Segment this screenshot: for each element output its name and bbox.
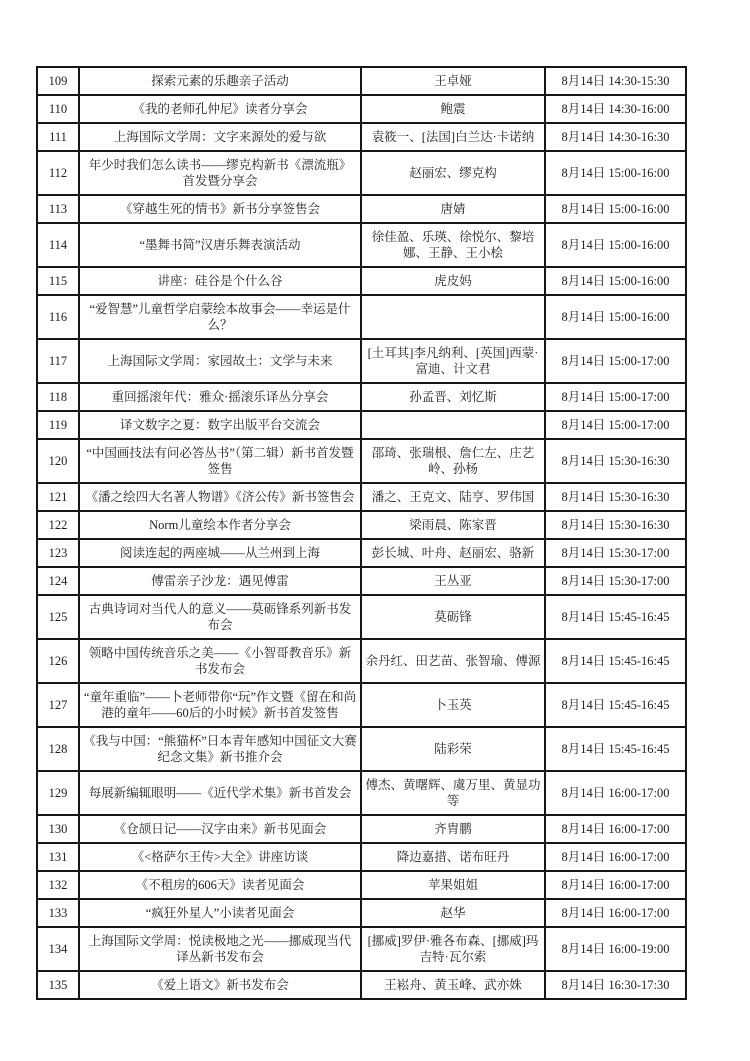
- datetime-cell: 8月14日 15:30-17:00: [545, 539, 686, 567]
- row-number-cell: 116: [37, 295, 79, 339]
- guests-cell: 余丹红、田艺苗、张智瑜、傅源: [361, 639, 545, 683]
- table-row: [37, 971, 686, 999]
- datetime-cell: 8月14日 14:30-15:30: [545, 67, 686, 95]
- row-number-cell: 134: [37, 927, 79, 971]
- row-number-cell: 129: [37, 771, 79, 815]
- event-title-cell: 傅雷亲子沙龙：遇见傅雷: [79, 567, 361, 595]
- event-title-cell: 上海国际文学周：文字来源处的爱与欲: [79, 123, 361, 151]
- event-title-cell: 《我与中国：“熊猫杯”日本青年感知中国征文大赛纪念文集》新书推介会: [79, 727, 361, 771]
- event-title-cell: 《爱上语文》新书发布会: [79, 971, 361, 999]
- guests-cell: 彭长城、叶舟、赵丽宏、骆新: [361, 539, 545, 567]
- guests-cell: 陆彩荣: [361, 727, 545, 771]
- event-title-cell: 年少时我们怎么读书——缪克构新书《漂流瓶》首发暨分享会: [79, 151, 361, 195]
- row-number-cell: 121: [37, 483, 79, 511]
- event-title-cell: 《穿越生死的情书》新书分享签售会: [79, 195, 361, 223]
- guests-cell: 孙孟晋、刘忆斯: [361, 383, 545, 411]
- guests-cell: 王卓娅: [361, 67, 545, 95]
- event-title-cell: 《<格萨尔王传>大全》讲座访谈: [79, 843, 361, 871]
- row-number-cell: 133: [37, 899, 79, 927]
- table-row: [37, 483, 686, 511]
- datetime-cell: 8月14日 15:30-16:30: [545, 483, 686, 511]
- event-title-cell: 阅读连起的两座城——从兰州到上海: [79, 539, 361, 567]
- table-row: [37, 411, 686, 439]
- guests-cell: 袁筱一、[法国]白兰达·卡诺纳: [361, 123, 545, 151]
- table-row: [37, 267, 686, 295]
- event-title-cell: “爱智慧”儿童哲学启蒙绘本故事会——幸运是什么？: [79, 295, 361, 339]
- table-row: [37, 439, 686, 483]
- table-row: [37, 339, 686, 383]
- event-title-cell: 《潘之绘四大名著人物谱》《济公传》新书签售会: [79, 483, 361, 511]
- datetime-cell: 8月14日 15:30-16:30: [545, 511, 686, 539]
- datetime-cell: 8月14日 15:00-16:00: [545, 195, 686, 223]
- row-number-cell: 112: [37, 151, 79, 195]
- event-title-cell: Norm儿童绘本作者分享会: [79, 511, 361, 539]
- event-title-cell: 《我的老师孔仲尼》读者分享会: [79, 95, 361, 123]
- event-title-cell: 上海国际文学周：悦读极地之光——挪威现当代译丛新书发布会: [79, 927, 361, 971]
- guests-cell: 潘之、王克文、陆亨、罗伟国: [361, 483, 545, 511]
- row-number-cell: 125: [37, 595, 79, 639]
- datetime-cell: 8月14日 15:45-16:45: [545, 639, 686, 683]
- row-number-cell: 124: [37, 567, 79, 595]
- event-title-cell: “童年重临”——卜老师带你“玩”作文暨《留在和尚港的童年——60后的小时候》新书首发签售: [79, 683, 361, 727]
- guests-cell: 虎皮妈: [361, 267, 545, 295]
- event-title-cell: 《不租房的606天》读者见面会: [79, 871, 361, 899]
- guests-cell: 鲍震: [361, 95, 545, 123]
- datetime-cell: 8月14日 16:00-17:00: [545, 843, 686, 871]
- event-title-cell: 上海国际文学周：家园故土：文学与未来: [79, 339, 361, 383]
- row-number-cell: 113: [37, 195, 79, 223]
- datetime-cell: 8月14日 14:30-16:00: [545, 95, 686, 123]
- row-number-cell: 117: [37, 339, 79, 383]
- event-title-cell: 古典诗词对当代人的意义——莫砺锋系列新书发布会: [79, 595, 361, 639]
- row-number-cell: 131: [37, 843, 79, 871]
- guests-cell: [土耳其]李凡纳利、[英国]西蒙·富迪、计文君: [361, 339, 545, 383]
- row-number-cell: 130: [37, 815, 79, 843]
- datetime-cell: 8月14日 15:00-16:00: [545, 267, 686, 295]
- table-row: [37, 151, 686, 195]
- guests-cell: 降边嘉措、诺布旺丹: [361, 843, 545, 871]
- datetime-cell: 8月14日 15:30-16:30: [545, 439, 686, 483]
- row-number-cell: 123: [37, 539, 79, 567]
- guests-cell: 傅杰、黄曙辉、虞万里、黄显功等: [361, 771, 545, 815]
- datetime-cell: 8月14日 14:30-16:30: [545, 123, 686, 151]
- row-number-cell: 111: [37, 123, 79, 151]
- row-number-cell: 118: [37, 383, 79, 411]
- guests-cell: [挪威]罗伊·雅各布森、[挪威]玛吉特·瓦尔索: [361, 927, 545, 971]
- guests-cell: 卜玉英: [361, 683, 545, 727]
- datetime-cell: 8月14日 15:00-17:00: [545, 339, 686, 383]
- row-number-cell: 114: [37, 223, 79, 267]
- event-title-cell: 领略中国传统音乐之美——《小智哥教音乐》新书发布会: [79, 639, 361, 683]
- table-row: [37, 927, 686, 971]
- table-row: [37, 539, 686, 567]
- guests-cell: 徐佳盈、乐瑛、徐悦尔、黎培娜、王静、王小桧: [361, 223, 545, 267]
- table-row: [37, 195, 686, 223]
- event-title-cell: “中国画技法有问必答丛书”（第二辑）新书首发暨签售: [79, 439, 361, 483]
- row-number-cell: 135: [37, 971, 79, 999]
- datetime-cell: 8月14日 15:45-16:45: [545, 727, 686, 771]
- datetime-cell: 8月14日 15:00-17:00: [545, 411, 686, 439]
- table-row: [37, 843, 686, 871]
- row-number-cell: 132: [37, 871, 79, 899]
- event-title-cell: 《仓颉日记——汉字由来》新书见面会: [79, 815, 361, 843]
- event-title-cell: 讲座：硅谷是个什么谷: [79, 267, 361, 295]
- guests-cell: [361, 411, 545, 439]
- table-row: [37, 871, 686, 899]
- datetime-cell: 8月14日 16:00-17:00: [545, 899, 686, 927]
- datetime-cell: 8月14日 16:00-17:00: [545, 771, 686, 815]
- table-row: [37, 683, 686, 727]
- table-row: [37, 223, 686, 267]
- event-title-cell: 探索元素的乐趣亲子活动: [79, 67, 361, 95]
- guests-cell: 赵华: [361, 899, 545, 927]
- table-row: [37, 727, 686, 771]
- guests-cell: 苹果姐姐: [361, 871, 545, 899]
- table-row: [37, 899, 686, 927]
- datetime-cell: 8月14日 16:30-17:30: [545, 971, 686, 999]
- guests-cell: 王崧舟、黄玉峰、武亦姝: [361, 971, 545, 999]
- row-number-cell: 122: [37, 511, 79, 539]
- table-row: [37, 383, 686, 411]
- row-number-cell: 120: [37, 439, 79, 483]
- table-row: [37, 95, 686, 123]
- datetime-cell: 8月14日 15:00-16:00: [545, 295, 686, 339]
- datetime-cell: 8月14日 16:00-17:00: [545, 871, 686, 899]
- table-row: [37, 67, 686, 95]
- row-number-cell: 128: [37, 727, 79, 771]
- event-title-cell: “墨舞书简”汉唐乐舞表演活动: [79, 223, 361, 267]
- row-number-cell: 110: [37, 95, 79, 123]
- datetime-cell: 8月14日 16:00-19:00: [545, 927, 686, 971]
- row-number-cell: 127: [37, 683, 79, 727]
- event-title-cell: 重回摇滚年代：雅众·摇滚乐译丛分享会: [79, 383, 361, 411]
- row-number-cell: 119: [37, 411, 79, 439]
- guests-cell: [361, 295, 545, 339]
- datetime-cell: 8月14日 15:30-17:00: [545, 567, 686, 595]
- table-row: [37, 295, 686, 339]
- datetime-cell: 8月14日 15:00-17:00: [545, 383, 686, 411]
- guests-cell: 王丛亚: [361, 567, 545, 595]
- table-row: [37, 639, 686, 683]
- events-table-body: [37, 67, 686, 999]
- event-title-cell: 译文数字之夏：数字出版平台交流会: [79, 411, 361, 439]
- datetime-cell: 8月14日 15:45-16:45: [545, 683, 686, 727]
- guests-cell: 莫砺锋: [361, 595, 545, 639]
- datetime-cell: 8月14日 15:45-16:45: [545, 595, 686, 639]
- event-title-cell: 每展新编辄眼明——《近代学术集》新书首发会: [79, 771, 361, 815]
- table-row: [37, 771, 686, 815]
- row-number-cell: 109: [37, 67, 79, 95]
- table-row: [37, 567, 686, 595]
- datetime-cell: 8月14日 16:00-17:00: [545, 815, 686, 843]
- table-row: [37, 815, 686, 843]
- datetime-cell: 8月14日 15:00-16:00: [545, 223, 686, 267]
- table-row: [37, 595, 686, 639]
- event-title-cell: “疯狂外星人”小读者见面会: [79, 899, 361, 927]
- row-number-cell: 126: [37, 639, 79, 683]
- table-row: [37, 511, 686, 539]
- events-table: [36, 66, 687, 1000]
- guests-cell: 齐胄鹏: [361, 815, 545, 843]
- row-number-cell: 115: [37, 267, 79, 295]
- guests-cell: 赵丽宏、缪克构: [361, 151, 545, 195]
- datetime-cell: 8月14日 15:00-16:00: [545, 151, 686, 195]
- schedule-page: [36, 66, 685, 1000]
- guests-cell: 梁雨晨、陈家晋: [361, 511, 545, 539]
- guests-cell: 唐婧: [361, 195, 545, 223]
- guests-cell: 邵琦、张瑞根、詹仁左、庄艺岭、孙杨: [361, 439, 545, 483]
- table-row: [37, 123, 686, 151]
